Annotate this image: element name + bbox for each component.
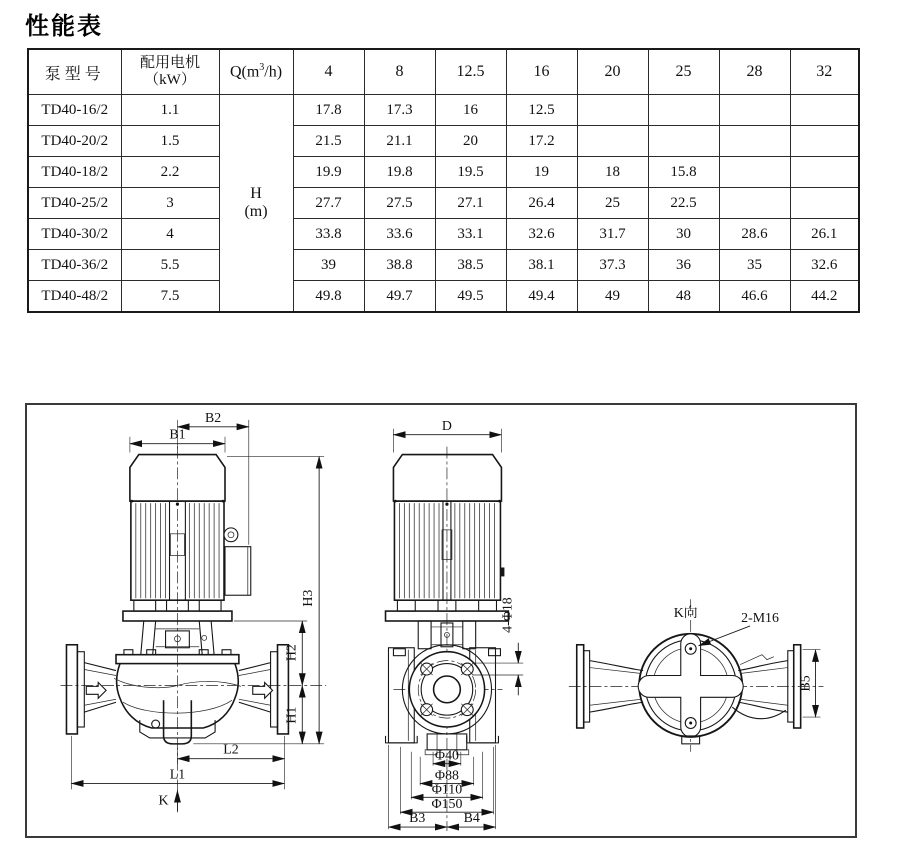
dim-label-d: D: [441, 418, 452, 434]
value-cell: 49.8: [293, 281, 364, 313]
top-view-pump-drawing: [569, 599, 824, 752]
value-cell: [719, 188, 790, 219]
value-cell: 25: [577, 188, 648, 219]
model-cell: TD40-25/2: [28, 188, 121, 219]
value-cell: 32.6: [506, 219, 577, 250]
flow-arrow-inlet: [86, 682, 106, 698]
side-view-pump-drawing: [61, 411, 327, 813]
value-cell: 30: [648, 219, 719, 250]
model-cell: TD40-48/2: [28, 281, 121, 313]
table-row: [28, 219, 859, 250]
value-cell: 38.8: [364, 250, 435, 281]
value-cell: 26.4: [506, 188, 577, 219]
value-cell: 38.5: [435, 250, 506, 281]
header-flow-value: 20: [577, 49, 648, 95]
table-row: [28, 95, 859, 126]
value-cell: 44.2: [790, 281, 859, 313]
value-cell: 36: [648, 250, 719, 281]
dim-label-h2: H2: [284, 644, 300, 662]
table-row: [28, 188, 859, 219]
value-cell: 19.8: [364, 157, 435, 188]
value-cell: 49.7: [364, 281, 435, 313]
front-view-pump-drawing: [386, 419, 524, 831]
dim-label-l1: L1: [169, 767, 186, 783]
dim-label-phi150: Φ150: [431, 797, 463, 813]
value-cell: 27.1: [435, 188, 506, 219]
value-cell: 33.6: [364, 219, 435, 250]
value-cell: 35: [719, 250, 790, 281]
label-2-m16: 2-M16: [741, 610, 779, 626]
model-cell: TD40-18/2: [28, 157, 121, 188]
value-cell: 17.2: [506, 126, 577, 157]
value-cell: 26.1: [790, 219, 859, 250]
value-cell: 19.5: [435, 157, 506, 188]
header-motor-line2: （kW）: [144, 72, 196, 88]
power-cell: 1.1: [121, 95, 219, 126]
header-flow-value: 12.5: [435, 49, 506, 95]
value-cell: 12.5: [506, 95, 577, 126]
value-cell: 32.6: [790, 250, 859, 281]
header-pump-model: 泵型号: [28, 49, 121, 95]
motor-side: [123, 455, 251, 621]
value-cell: 20: [435, 126, 506, 157]
value-cell: [790, 157, 859, 188]
value-cell: 49: [577, 281, 648, 313]
value-cell: 16: [435, 95, 506, 126]
value-cell: 27.7: [293, 188, 364, 219]
performance-table: [27, 48, 860, 313]
value-cell: 49.5: [435, 281, 506, 313]
value-cell: 21.5: [293, 126, 364, 157]
dim-label-b2: B2: [205, 410, 222, 426]
value-cell: [790, 188, 859, 219]
table-row: [28, 126, 859, 157]
dim-label-h1: H1: [284, 706, 300, 724]
header-motor-power: [121, 49, 219, 95]
header-motor-line1: 配用电机: [139, 54, 200, 71]
dim-label-l2: L2: [223, 742, 239, 758]
power-cell: 4: [121, 219, 219, 250]
value-cell: 19: [506, 157, 577, 188]
value-cell: 15.8: [648, 157, 719, 188]
value-cell: 38.1: [506, 250, 577, 281]
model-cell: TD40-20/2: [28, 126, 121, 157]
power-cell: 7.5: [121, 281, 219, 313]
table-row: [28, 281, 859, 313]
dim-label-k: K: [158, 793, 169, 809]
dim-label-4-phi18: 4-Φ18: [500, 597, 516, 633]
table-row: [28, 250, 859, 281]
flow-arrow-outlet: [253, 682, 273, 698]
value-cell: 49.4: [506, 281, 577, 313]
table-row: [28, 157, 859, 188]
front-view-dimensions: [388, 419, 523, 829]
table-header-row: [28, 49, 859, 95]
value-cell: 18: [577, 157, 648, 188]
power-cell: 5.5: [121, 250, 219, 281]
value-cell: [577, 126, 648, 157]
dim-label-phi40: Φ40: [434, 748, 459, 764]
value-cell: 37.3: [577, 250, 648, 281]
header-flow-value: 4: [293, 49, 364, 95]
dim-label-b5: B5: [798, 675, 814, 692]
power-cell: 2.2: [121, 157, 219, 188]
power-cell: 1.5: [121, 126, 219, 157]
value-cell: 33.8: [293, 219, 364, 250]
value-cell: 28.6: [719, 219, 790, 250]
value-cell: 21.1: [364, 126, 435, 157]
page-title: 性能表: [25, 13, 103, 40]
header-flow-value: 25: [648, 49, 719, 95]
value-cell: 39: [293, 250, 364, 281]
value-cell: [648, 95, 719, 126]
model-cell: TD40-16/2: [28, 95, 121, 126]
value-cell: [790, 126, 859, 157]
header-flow-q: $Q(m^3/h)$: [219, 49, 293, 95]
value-cell: 27.5: [364, 188, 435, 219]
value-cell: 48: [648, 281, 719, 313]
value-cell: 19.9: [293, 157, 364, 188]
pump-top-view: [577, 634, 801, 744]
model-cell: TD40-30/2: [28, 219, 121, 250]
dim-label-phi110: Φ110: [431, 782, 463, 798]
dim-label-b3: B3: [409, 811, 426, 827]
value-cell: 22.5: [648, 188, 719, 219]
value-cell: 33.1: [435, 219, 506, 250]
header-flow-value: 8: [364, 49, 435, 95]
head-unit-cell: H (m): [219, 95, 293, 313]
value-cell: [719, 126, 790, 157]
header-flow-value: 32: [790, 49, 859, 95]
value-cell: 17.3: [364, 95, 435, 126]
dim-label-phi88: Φ88: [434, 768, 459, 784]
dim-label-h3: H3: [301, 589, 317, 607]
power-cell: 3: [121, 188, 219, 219]
header-flow-value: 28: [719, 49, 790, 95]
value-cell: [648, 126, 719, 157]
value-cell: [719, 95, 790, 126]
label-k-view: K向: [673, 606, 698, 622]
pump-front: [386, 645, 501, 755]
value-cell: [719, 157, 790, 188]
value-cell: 31.7: [577, 219, 648, 250]
value-cell: [577, 95, 648, 126]
dim-label-b4: B4: [463, 811, 480, 827]
value-cell: 46.6: [719, 281, 790, 313]
dim-label-b1: B1: [169, 427, 186, 443]
value-cell: [790, 95, 859, 126]
header-flow-value: 16: [506, 49, 577, 95]
model-cell: TD40-36/2: [28, 250, 121, 281]
dimension-drawing-panel: [25, 403, 857, 838]
value-cell: 17.8: [293, 95, 364, 126]
